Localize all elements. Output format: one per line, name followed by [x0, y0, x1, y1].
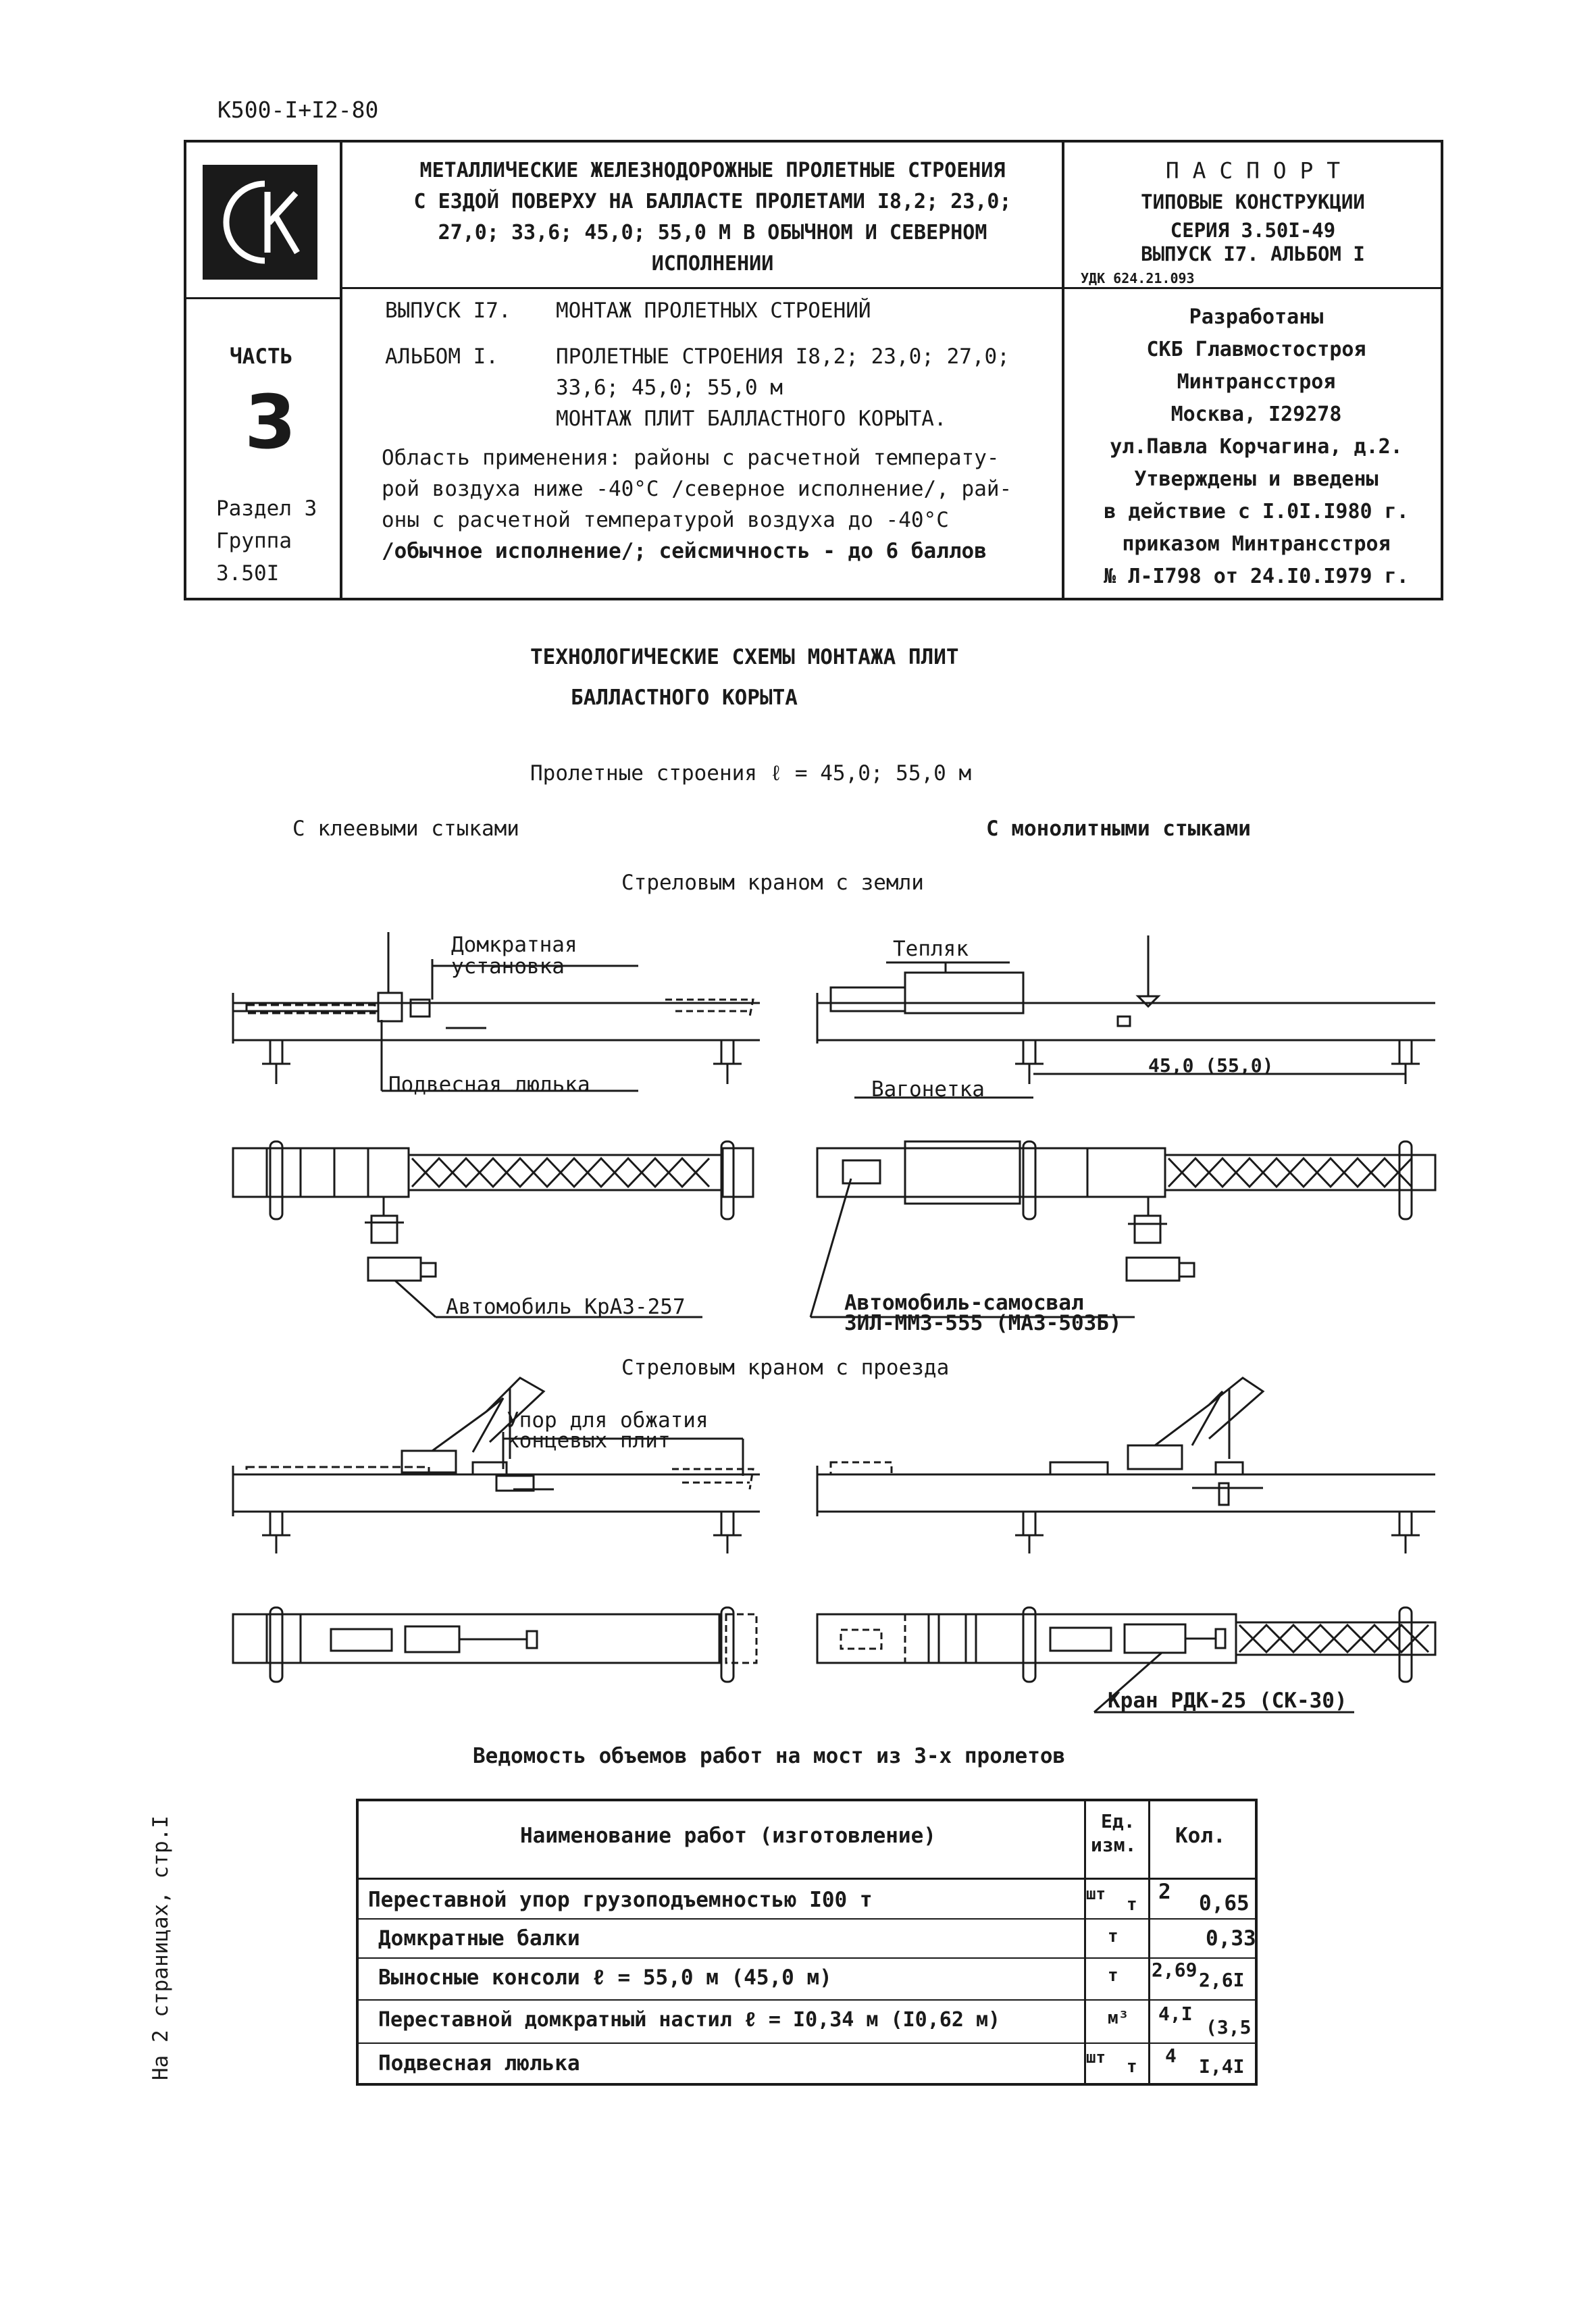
scope-text: Область применения: районы с расчетной температу- рой воздуха ниже -40°С /северное исполнение/, рай- оны с расчетной температурой воздуха до -40°С /обычное исполнение/; сейсмичность - до 6 баллов	[382, 446, 1012, 563]
scheme2-left-plan	[233, 1608, 756, 1682]
table-row-qty-b: 2,6I	[1199, 1969, 1245, 1991]
table-row-qty: 4,I	[1158, 2003, 1193, 2025]
table-row-unit-b: т	[1108, 1926, 1118, 1947]
table-row-qty: 2	[1158, 1880, 1171, 1904]
table-row-unit: шт	[1086, 2048, 1106, 2067]
table-row-qty: 2,69	[1152, 1959, 1198, 1981]
table-row-qty: 4	[1165, 2045, 1177, 2067]
group-label: Группа	[216, 529, 292, 553]
label-dump-truck-2: ЗИЛ-ММЗ-555 (МАЗ-503Б)	[844, 1311, 1122, 1335]
table-row-name: Переставной упор грузоподъемностью I00 т	[368, 1888, 873, 1912]
developer-block: Разработаны СКБ Главмостостроя Минтрансстроя Москва, I29278 ул.Павла Корчагина, д.2. Утверждены и введены в действие с I.0I.I980 г. приказом Минтрансстроя № Л-I798 от 24.I0.I979 г.	[1104, 305, 1409, 588]
issue-text: МОНТАЖ ПРОЛЕТНЫХ СТРОЕНИЙ	[556, 299, 871, 323]
table-row-name: Подвесная люлька	[378, 2051, 580, 2076]
table-row-qty-b: 0,65	[1199, 1891, 1250, 1916]
right-heading: С монолитными стыками	[986, 817, 1251, 841]
album-line-2: 33,6; 45,0; 55,0 м	[556, 376, 783, 400]
label-dump-truck-1: Автомобиль-самосвал	[844, 1291, 1084, 1315]
udk-code: УДК 624.21.093	[1081, 270, 1195, 286]
table-row-name: Выносные консоли ℓ = 55,0 м (45,0 м)	[378, 1965, 832, 1990]
table-head-name: Наименование работ (изготовление)	[520, 1824, 936, 1848]
table-row-qty-b: (3,5	[1206, 2016, 1252, 2038]
album-line-1: ПРОЛЕТНЫЕ СТРОЕНИЯ I8,2; 23,0; 27,0;	[556, 344, 1010, 369]
table-title: Ведомость объемов работ на мост из 3-х пролетов	[473, 1744, 1066, 1768]
side-note: На 2 страницах, стр.I	[149, 1816, 173, 2080]
album-label: АЛЬБОМ I.	[385, 344, 498, 369]
part-label: ЧАСТЬ	[230, 344, 293, 369]
left-heading: С клеевыми стыками	[292, 817, 519, 841]
group-number: 3.50I	[216, 561, 280, 586]
table-row-name: Переставной домкратный настил ℓ = I0,34 м (I0,62 м)	[378, 2008, 1001, 2032]
scheme1-left-plan	[233, 1141, 753, 1317]
table-row-unit-b: т	[1127, 2057, 1137, 2077]
label-jack: Домкратная	[451, 933, 577, 957]
label-kraz: Автомобиль КрАЗ-257	[446, 1295, 686, 1319]
issue-label: ВЫПУСК I7.	[385, 299, 511, 323]
document-title: МЕТАЛЛИЧЕСКИЕ ЖЕЛЕЗНОДОРОЖНЫЕ ПРОЛЕТНЫЕ СТРОЕНИЯ С ЕЗДОЙ ПОВЕРХУ НА БАЛЛАСТЕ ПРОЛЕТАМИ I8,2; 23,0; 27,0; 33,6; 45,0; 55,0 М В ОБЫЧНОМ И СЕВЕРНОМ ИСПОЛНЕНИИ	[413, 159, 1012, 276]
scheme2-right-elevation	[817, 1378, 1435, 1553]
label-stop-1: Упор для обжатия	[507, 1408, 709, 1433]
scheme2-left-elevation	[233, 1378, 760, 1553]
label-cradle: Подвесная люлька	[388, 1073, 590, 1097]
diagram-title-2: БАЛЛАСТНОГО КОРЫТА	[571, 686, 798, 710]
table-row-qty-b: 0,33	[1206, 1926, 1256, 1951]
table-head-unit-1: Ед.	[1101, 1810, 1135, 1832]
section-label: Раздел 3	[216, 496, 317, 521]
table-head-qty: Кол.	[1175, 1824, 1226, 1848]
table-row-unit-b: т	[1127, 1895, 1137, 1915]
table-row-unit-b: т	[1108, 1965, 1118, 1986]
document-code: К500-I+I2-80	[217, 97, 379, 123]
scheme1-title: Стреловым краном с земли	[621, 871, 924, 895]
table-row-unit: шт	[1086, 1884, 1106, 1903]
diagram-title-1: ТЕХНОЛОГИЧЕСКИЕ СХЕМЫ МОНТАЖА ПЛИТ	[530, 645, 959, 669]
passport-block: П А С П О Р Т ТИПОВЫЕ КОНСТРУКЦИИ СЕРИЯ 3.50I-49 ВЫПУСК I7. АЛЬБОМ I	[1141, 157, 1365, 265]
label-jack-2: установка	[451, 954, 565, 979]
spans-caption: Пролетные строения ℓ = 45,0; 55,0 м	[530, 761, 972, 786]
table-row-qty-b: I,4I	[1199, 2055, 1245, 2078]
label-crane: Кран РДК-25 (СК-30)	[1108, 1689, 1347, 1713]
table-row-unit: м³	[1108, 2008, 1129, 2028]
label-span-length: 45,0 (55,0)	[1148, 1054, 1274, 1077]
table-row-name: Домкратные балки	[378, 1926, 580, 1951]
part-number: 3	[244, 379, 297, 465]
table-head-unit-2: изм.	[1091, 1834, 1137, 1856]
album-line-3: МОНТАЖ ПЛИТ БАЛЛАСТНОГО КОРЫТА.	[556, 407, 947, 431]
label-stop-2: концевых плит	[507, 1429, 671, 1453]
label-heater: Тепляк	[893, 937, 969, 961]
scheme2-title: Стреловым краном с проезда	[621, 1356, 950, 1380]
label-trolley: Вагонетка	[871, 1077, 985, 1102]
